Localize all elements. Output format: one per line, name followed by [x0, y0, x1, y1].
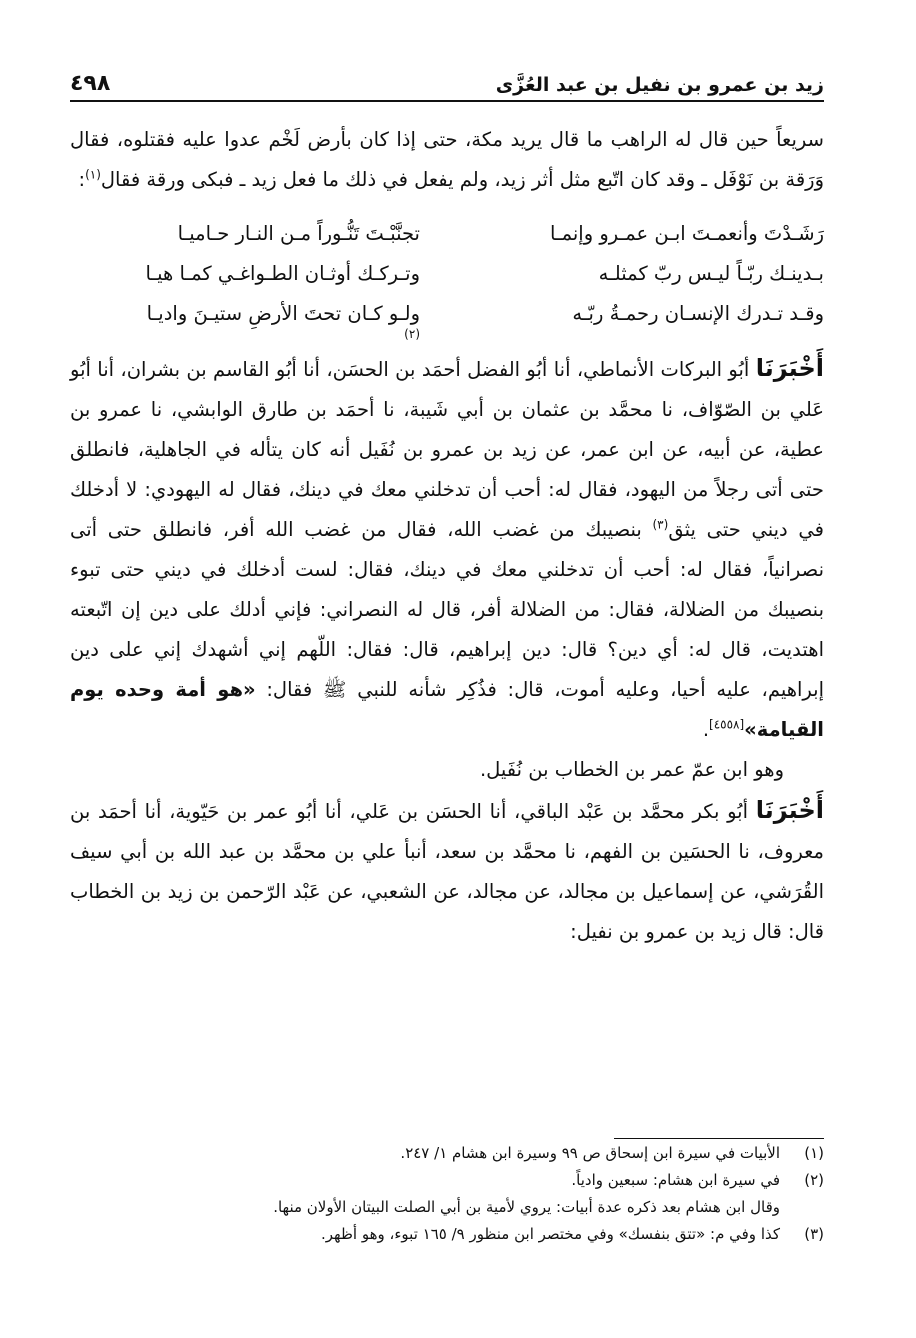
- footnote-ref-3: (٣): [652, 517, 669, 532]
- footnote-text: الأبيات في سيرة ابن إسحاق ص ٩٩ وسيرة ابن هشام ١/ ٢٤٧.: [400, 1144, 780, 1162]
- hadith-number: [٤٥٥٨]: [709, 717, 745, 732]
- paragraph-1-text: سريعاً حين قال له الراهب ما قال يريد مكة، حتى إذا كان بأرض لَخْم عدوا عليه فقتلوه، فقال وَرَقة بن نَوْفَل ـ وقد كان اتّبع مثل أثر زيد، ولم يفعل في ذلك ما فعل زيد ـ فبكى ورقة فقال: [70, 128, 824, 191]
- footnotes: [70, 1140, 824, 1248]
- poem-hemistich-left: ولـو كـان تحتَ الأرضِ ستيـنَ واديـا (٢): [70, 294, 420, 334]
- footnote-divider: [614, 1138, 824, 1139]
- footnote-text: وقال ابن هشام بعد ذكره عدة أبيات: يروي لأمية بن أبي الصلت البيتان الأولان منها.: [273, 1198, 780, 1216]
- paragraph-2: [70, 348, 824, 750]
- hadith-quote: «هو أمة وحده يوم القيامة»: [70, 678, 824, 741]
- paragraph-4-text: أبُو بكر محمَّد بن عَبْد الباقي، أنا الحسَن بن عَلي، أنا أبُو عمر بن حَيّوية، أنا أحمَد بن معروف، نا الحسَين بن الفهم، نا محمَّد بن سعد، أنبأ علي بن محمَّد بن عبد الله بن أبي سيف القُرَشي، عن إسماعيل بن مجالد، عن مجالد، عن الشعبي، عن عَبْد الرّحمن بن زيد بن الخطاب قال: قال زيد بن عمرو بن نفيل:: [70, 800, 824, 943]
- footnote-text: كذا وفي م: «تتق بنفسك» وفي مختصر ابن منظور ٩/ ١٦٥ تبوء، وهو أظهر.: [321, 1225, 780, 1243]
- akhbarana-lead: أَخْبَرَنَا: [755, 354, 824, 382]
- footnote: [70, 1194, 824, 1221]
- poem-hemistich-left-text: ولـو كـان تحتَ الأرضِ ستيـنَ واديـا: [146, 302, 420, 325]
- page-header: [70, 56, 824, 102]
- poem-verse: [70, 214, 824, 254]
- running-title: زيد بن عمرو بن نفيل بن عبد العُزَّى: [495, 74, 824, 96]
- poem-hemistich-left: وتـركـك أوثـان الطـواغـي كمـا هيـا: [145, 262, 420, 285]
- footnote: [70, 1221, 824, 1248]
- paragraph-4: [70, 790, 824, 952]
- poem: [70, 214, 824, 341]
- poem-hemistich-right: وقـد تـدرك الإنسـان رحمـةُ ربّـه: [572, 302, 824, 325]
- footnote-number: (١): [804, 1144, 824, 1162]
- poem-verse: [70, 294, 824, 341]
- footnote-ref-1: (١): [85, 167, 101, 182]
- footnote-number: (٣): [804, 1225, 824, 1243]
- footnote: [70, 1140, 824, 1167]
- paragraph-2-text-1: أبُو البركات الأنماطي، أنا أبُو الفضل أحمَد بن الحسَن، أنا أبُو القاسم بن بشران، أنا أبُو عَلي بن الصّوّاف، نا محمَّد بن عثمان بن أبي شَيبة، نا أحمَد بن طارق الوابشي، نا عمرو بن عطية، عن أبيه، عن ابن عمر، عن زيد بن عمرو بن نُفَيل أنه كان يتأله في الجاهلية، فانطلق حتى أتى رجلاً من اليهود، فقال له: أحب أن تدخلني معك في دينك، فقال له اليهودي: لا أدخلك في ديني حتى يثق: [70, 358, 824, 541]
- paragraph-2-end: .: [702, 718, 710, 741]
- poem-hemistich-left: تجنَّبْـتَ تَنُّـوراً مـن النـار حـاميـا: [177, 222, 420, 245]
- page-number: ٤٩٨: [70, 71, 111, 96]
- akhbarana-lead: أَخْبَرَنَا: [755, 796, 824, 824]
- footnote-number: [780, 1194, 824, 1221]
- paragraph-1: [70, 120, 824, 200]
- paragraph-2-text-2: بنصيبك من غضب الله، فقال من غضب الله أفر، فانطلق حتى أتى نصرانياً، فقال له: أحب أن تدخلني معك في دينك، فقال: لست أدخلك في ديني حتى تبوء بنصيبك من الضلالة، فقال: من الضلالة أفر، قال له النصراني: فإني أدلك على دين إن اتّبعته اهتديت، قال له: أي دين؟ قال: دين إبراهيم، قال: فقال: اللّهم إني أشهدك إني على دين إبراهيم، عليه أحيا، وعليه أموت، قال: فذُكِر شأنه للنبي ﷺ فقال:: [70, 518, 825, 701]
- paragraph-3: وهو ابن عمّ عمر بن الخطاب بن نُفَيل.: [479, 758, 784, 781]
- poem-hemistich-right: بـدينـك ربّـاً ليـس ربّ كمثلـه: [598, 262, 824, 285]
- poem-hemistich-right: رَشَـدْتَ وأنعمـتَ ابـن عمـرو وإنمـا: [549, 222, 824, 245]
- paragraph-1-end: :: [78, 168, 86, 191]
- footnote-text: في سيرة ابن هشام: سبعين وادياً.: [571, 1171, 780, 1189]
- footnote-number: (٢): [804, 1171, 824, 1189]
- body-text: [70, 120, 824, 952]
- poem-verse: [70, 254, 824, 294]
- footnote: [70, 1167, 824, 1194]
